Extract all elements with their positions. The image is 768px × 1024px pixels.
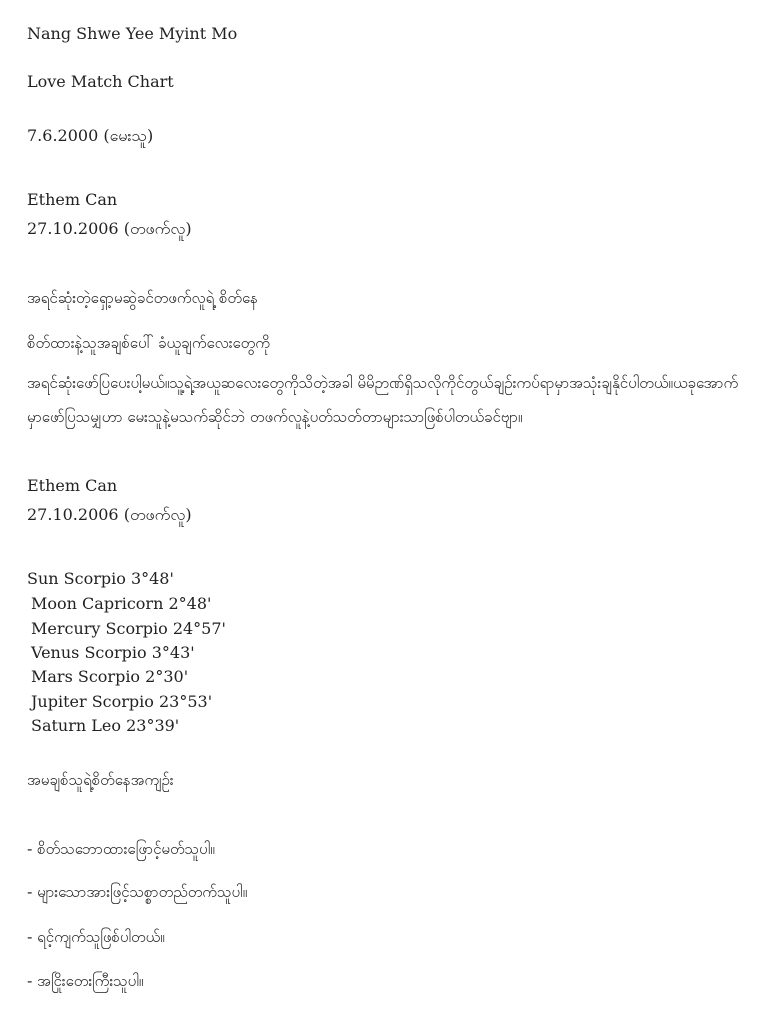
planet-position: Moon Capricorn 2°48' — [31, 594, 212, 613]
intro-line-1: အရင်ဆုံးတဲ့ရှော့မဆွဲခင်တဖက်လူရဲ့ စိတ်နေ — [27, 289, 258, 307]
planet-position: Sun Scorpio 3°48' — [27, 569, 174, 588]
chart-partner-birth-date: 27.10.2006 (တဖက်လူ) — [27, 505, 192, 524]
trait-item: - များသောအားဖြင့်သစ္စာတည်တက်သူပါ။ — [27, 883, 248, 901]
trait-item: - အငြိုးတေးကြီးသူပါ။ — [27, 972, 144, 990]
trait-item: - စိတ်သဘောထားဖြောင့်မတ်သူပါ။ — [27, 840, 215, 858]
chart-partner-name: Ethem Can — [27, 476, 118, 495]
client-name: Nang Shwe Yee Myint Mo — [27, 24, 238, 43]
planet-position: Mars Scorpio 2°30' — [31, 667, 189, 686]
planet-position: Jupiter Scorpio 23°53' — [31, 692, 213, 711]
intro-line-2: စိတ်ထားနဲ့သူအချစ်ပေါ် ခံယူချက်လေးတွေကို — [27, 334, 270, 352]
document-title: Love Match Chart — [27, 72, 174, 91]
trait-item: - ရင့်ကျက်သူဖြစ်ပါတယ်။ — [27, 928, 165, 946]
partner-birth-date: 27.10.2006 (တဖက်လူ) — [27, 219, 192, 238]
traits-heading: အမချစ်သူရဲ့စိတ်နေအကျဉ်း — [27, 771, 174, 789]
intro-paragraph: အရင်ဆုံးဖော်ပြပေးပါ့မယ်။သူ့ရဲ့အယူဆလေးတွေကိုသိတဲ့အခါ မိမိဉာဏ်ရှိသလိုကိုင်တွယ်ချဉ်းကပ်ရာမှာအသုံးချနိုင်ပါတယ်။ယခုအောက်မှာဖော်ပြသမျှဟာ မေးသူနဲ့မသက်ဆိုင်ဘဲ တဖက်လူနဲ့ပတ်သတ်တာများသာဖြစ်ပါတယ်ခင်ဗျာ။ — [27, 374, 739, 426]
client-birth-date: 7.6.2000 (မေးသူ) — [27, 126, 154, 145]
partner-name: Ethem Can — [27, 190, 118, 209]
planet-position: Mercury Scorpio 24°57' — [31, 619, 226, 638]
planet-position: Saturn Leo 23°39' — [31, 716, 180, 735]
planet-position: Venus Scorpio 3°43' — [31, 643, 195, 662]
